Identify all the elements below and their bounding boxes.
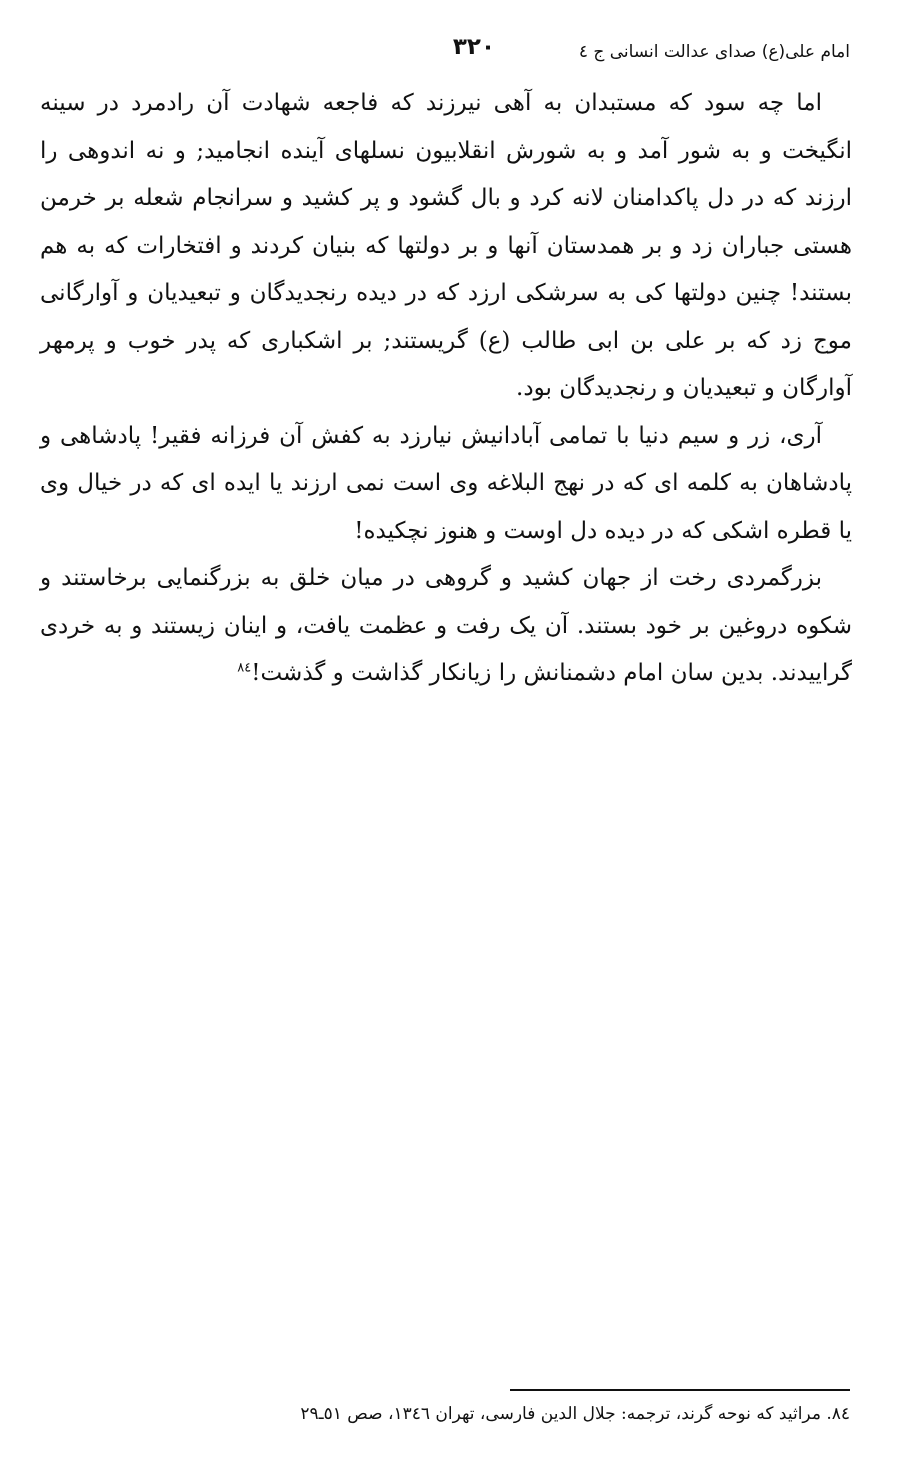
body-text	[40, 80, 852, 698]
footnote-divider	[510, 1389, 850, 1391]
footnote-reference: ٨٤	[237, 660, 252, 676]
footnote: ٨٤. مراثید که نوحه گرند، ترجمه: جلال الدین فارسی، تهران ١٣٤٦، صص ٥١ـ٢٩	[300, 1404, 850, 1424]
paragraph-1: اما چه سود که مستبدان به آهی نیرزند که فاجعه شهادت آن رادمرد در سینه انگیخت و به شور آمد و به شورش انقلابیون نسلهای آینده انجامید; و نه اندوهی را ارزند که در دل پاکدامنان لانه کرد و بال گشود و پر کشید و سرانجام شعله بر خرمن هستی جباران زد و بر همدستان آنها و بر دولتها که بنیان کردند و افتخارات که به هم بستند! چنین دولتها کی به سرشکی ارزد که در دیده رنجدیدگان و تبعیدیان و آوارگانی موج زد که بر علی بن ابی طالب (ع) گریستند; بر اشکباری که پدر خوب و پرمهر آوارگان و تبعیدیان و رنجدیدگان بود.	[40, 90, 852, 401]
paragraph-3-text: بزرگمردی رخت از جهان کشید و گروهی در میان خلق به بزرگنمایی برخاستند و شکوه دروغین بر خود بستند. آن یک رفت و عظمت یافت، و اینان زیستند و به خردی گراییدند. بدین سان امام دشمنانش را زیانکار گذاشت و گذشت!	[40, 565, 852, 686]
running-title: امام علی(ع) صدای عدالت انسانی ج ٤	[578, 42, 850, 62]
page-number: ٣٢٠	[452, 34, 495, 60]
paragraph-2: آری، زر و سیم دنیا با تمامی آبادانیش نیارزد به کفش آن فرزانه فقیر! پادشاهی و پادشاهان به کلمه ای که در نهج البلاغه وی است نمی ارزند یا ایده ای که در خیال وی یا قطره اشکی که در دیده دل اوست و هنوز نچکیده!	[40, 422, 852, 544]
page-header	[40, 34, 850, 74]
paragraph-3	[40, 555, 852, 698]
